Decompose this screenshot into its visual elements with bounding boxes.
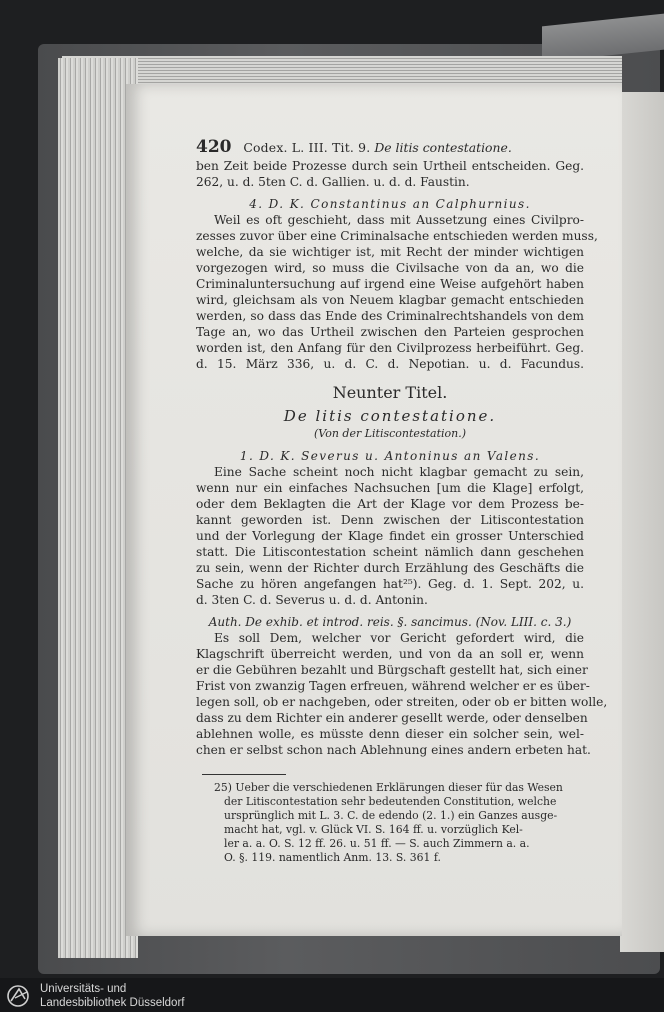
footnote-line: der Litiscontestation sehr bedeutenden Constitution, welche xyxy=(224,795,557,808)
text-line: Weil es oft geschieht, dass mit Aussetzung eines Civilpro- xyxy=(214,213,584,227)
text-line: Frist von zwanzig Tagen erfreuen, während welcher er es über- xyxy=(196,679,590,693)
footnote-line: macht hat, vgl. v. Glück VI. S. 164 ff. u. vorzüglich Kel- xyxy=(224,823,523,836)
library-name xyxy=(40,982,184,1010)
library-name-line2: Landesbibliothek Düsseldorf xyxy=(40,997,185,1009)
running-title: Codex. L. III. Tit. 9. xyxy=(243,140,371,155)
title-heading: Neunter Titel. xyxy=(332,383,448,402)
text-line: d. 15. März 336, u. d. C. d. Nepotian. u. d. Facundus. xyxy=(196,357,584,371)
text-line: statt. Die Litiscontestation scheint nämlich dann geschehen xyxy=(196,545,584,559)
text-line: ben Zeit beide Prozesse durch sein Urtheil entscheiden. Geg. xyxy=(196,159,584,173)
text-line: Sache zu hören angefangen hat²⁵). Geg. d. 1. Sept. 202, u. xyxy=(196,577,584,591)
text-line: wird, gleichsam als von Neuem klagbar gemacht entschieden xyxy=(196,293,584,307)
text-line: Criminaluntersuchung auf irgend eine Weise aufgehört haben xyxy=(196,277,584,291)
text-line: oder dem Beklagten die Art der Klage vor dem Prozess be- xyxy=(196,497,584,511)
text-line: chen er selbst schon nach Ablehnung eines andern erbeten hat. xyxy=(196,743,591,757)
section-heading: 1. D. K. Severus u. Antoninus an Valens. xyxy=(239,449,541,463)
text-line: werden, so dass das Ende des Criminalrechtshandels von dem xyxy=(196,309,584,323)
text-line: 262, u. d. 5ten C. d. Gallien. u. d. d. Faustin. xyxy=(196,175,470,189)
footnote-rule xyxy=(202,774,286,775)
text-line: zu sein, wenn der Richter durch Erzählung des Geschäfts die xyxy=(196,561,584,575)
text-line: worden ist, den Anfang für den Civilprozess herbeiführt. Geg. xyxy=(196,341,584,355)
text-line: Es soll Dem, welcher vor Gericht gefordert wird, die xyxy=(214,631,584,645)
title-german: (Von der Litiscontestation.) xyxy=(314,427,466,440)
text-line: d. 3ten C. d. Severus u. d. d. Antonin. xyxy=(196,593,428,607)
text-line: welche, da sie wichtiger ist, mit Recht der minder wichtigen xyxy=(196,245,584,259)
text-line: wenn nur ein einfaches Nachsuchen [um die Klage] erfolgt, xyxy=(196,481,584,495)
running-header xyxy=(196,136,584,158)
text-line: zesses zuvor über eine Criminalsache entschieden werden muss, xyxy=(196,229,598,243)
text-line: Tage an, wo das Urtheil zwischen den Parteien gesprochen xyxy=(196,325,584,339)
footnote-line: O. §. 119. namentlich Anm. 13. S. 361 f. xyxy=(224,851,441,864)
page-number: 420 xyxy=(196,137,232,157)
footnote-line: 25) Ueber die verschiedenen Erklärungen dieser für das Wesen xyxy=(214,781,563,794)
footnote-line: ursprünglich mit L. 3. C. de edendo (2. 1.) ein Ganzes ausge- xyxy=(224,809,558,822)
running-title-italic: De litis contestatione. xyxy=(374,140,512,155)
auth-heading: Auth. De exhib. et introd. reis. §. sancimus. (Nov. LIII. c. 3.) xyxy=(208,615,572,629)
text-line: legen soll, ob er nachgeben, oder streiten, oder ob er bitten wolle, xyxy=(196,695,608,709)
text-line: und der Vorlegung der Klage findet ein grosser Unterschied xyxy=(196,529,584,543)
footnote-line: ler a. a. O. S. 12 ff. 26. u. 51 ff. — S. auch Zimmern a. a. xyxy=(224,837,530,850)
text-line: dass zu dem Richter ein anderer gesellt werde, oder denselben xyxy=(196,711,588,725)
text-line: Eine Sache scheint noch nicht klagbar gemacht zu sein, xyxy=(214,465,584,479)
facing-page-edge xyxy=(620,92,664,952)
text-line: ablehnen wolle, es müsste denn dieser ein solcher sein, wel- xyxy=(196,727,584,741)
library-name-line1: Universitäts- und xyxy=(40,983,127,995)
text-line: Klagschrift überreicht werden, und von da an soll er, wenn xyxy=(196,647,584,661)
text-line: vorgezogen wird, so muss die Civilsache von da an, wo die xyxy=(196,261,584,275)
library-logo-icon xyxy=(6,984,32,1008)
text-line: er die Gebühren bezahlt und Bürgschaft gestellt hat, sich einer xyxy=(196,663,588,677)
text-line: kannt geworden ist. Denn zwischen der Litiscontestation xyxy=(196,513,584,527)
page-text xyxy=(196,136,608,865)
section-heading: 4. D. K. Constantinus an Calphurnius. xyxy=(249,197,531,211)
title-latin: De litis contestatione. xyxy=(283,407,497,425)
